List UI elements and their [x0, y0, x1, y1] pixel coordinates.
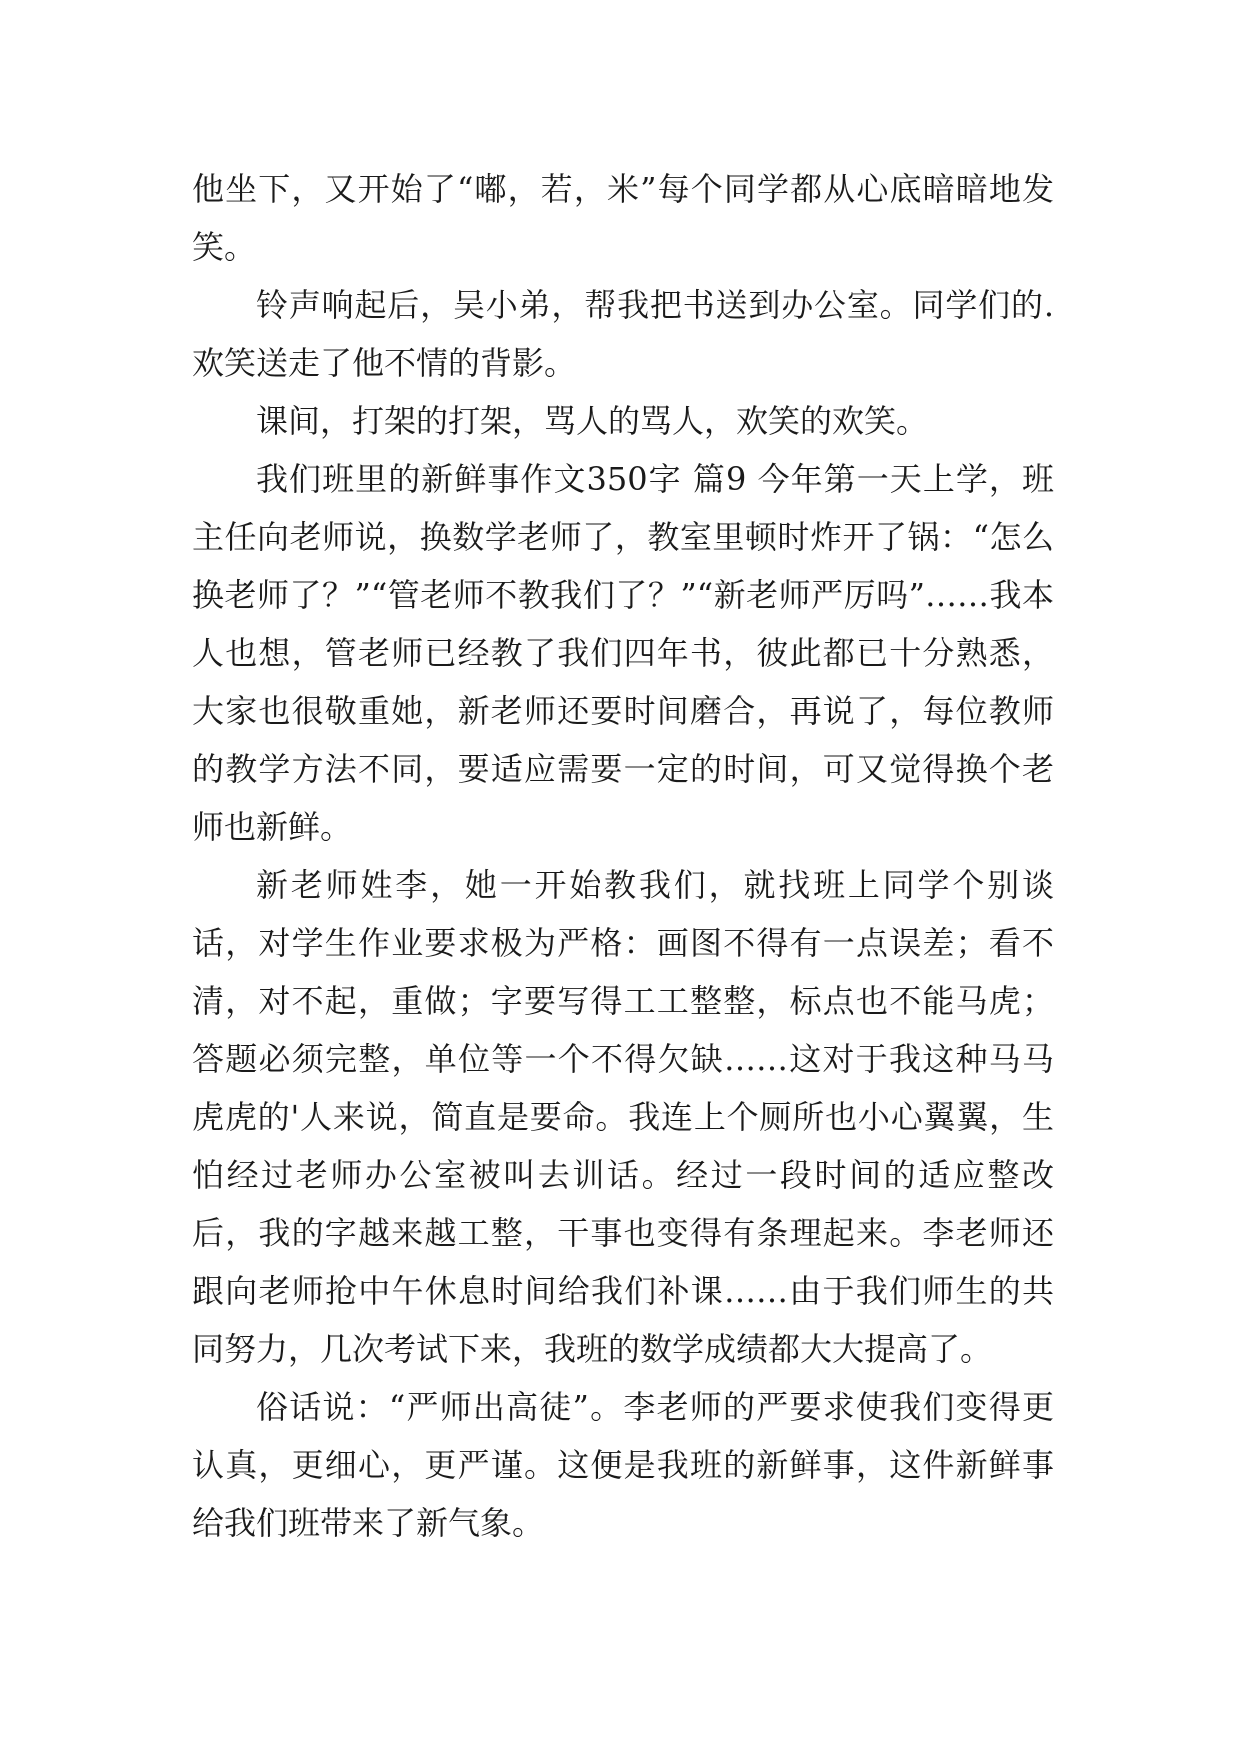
- paragraph-2: 铃声响起后，吴小弟，帮我把书送到办公室。同学们的.欢笑送走了他不情的背影。: [192, 286, 1054, 382]
- paragraph-4: 我们班里的新鲜事作文350字 篇9 今年第一天上学，班主任向老师说，换数学老师了，教室里顿时炸开了锅：“怎么换老师了？”“管老师不教我们了？”“新老师严厉吗”……我本人也想，管老师已经教了我们四年书，彼此都已十分熟悉，大家也很敬重她，新老师还要时间磨合，再说了，每位教师的教学方法不同，要适应需要一定的时间，可又觉得换个老师也新鲜。: [192, 460, 1054, 846]
- paragraph-3: 课间，打架的打架，骂人的骂人，欢笑的欢笑。: [256, 402, 929, 440]
- paragraph-6: 俗话说：“严师出高徒”。李老师的严要求使我们变得更认真，更细心，更严谨。这便是我班的新鲜事，这件新鲜事给我们班带来了新气象。: [192, 1388, 1054, 1542]
- paragraph-5: 新老师姓李，她一开始教我们，就找班上同学个别谈话，对学生作业要求极为严格：画图不得有一点误差；看不清，对不起，重做；字要写得工工整整，标点也不能马虎；答题必须完整，单位等一个不得欠缺……这对于我这种马马虎虎的'人来说，简直是要命。我连上个厕所也小心翼翼，生怕经过老师办公室被叫去训话。经过一段时间的适应整改后，我的字越来越工整，干事也变得有条理起来。李老师还跟向老师抢中午休息时间给我们补课……由于我们师生的共同努力，几次考试下来，我班的数学成绩都大大提高了。: [192, 866, 1054, 1368]
- paragraph-1: 他坐下，又开始了“嘟，若，米”每个同学都从心底暗暗地发笑。: [192, 170, 1054, 266]
- document-body: [192, 160, 1054, 1552]
